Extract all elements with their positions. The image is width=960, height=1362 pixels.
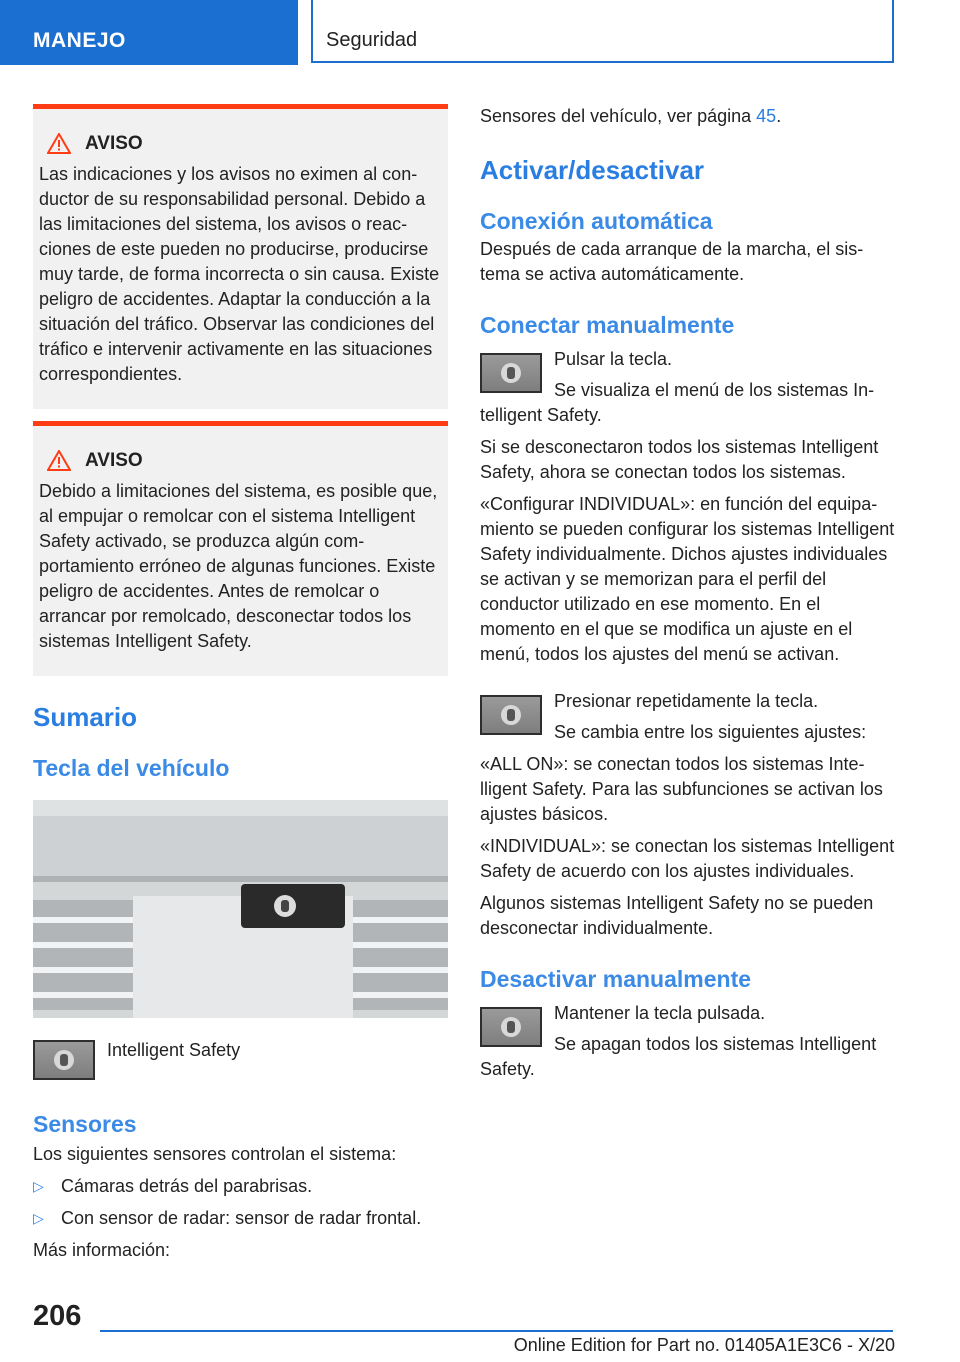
list-item: [33, 1174, 448, 1199]
warning-heading: [39, 131, 440, 156]
paragraph: Si se desconectaron todos los sistemas Intelligent Safety, ahora se conectan todos los sistemas.: [480, 437, 879, 482]
warning-text: Debido a limitaciones del sistema, es posible que, al empujar o remolcar con el sistema Intelligent Safety activado, se produzca algún comportamiento erróneo de algunas funciones. Existe peligro de accidentes. Antes de remolcar o arrancar por remolcado, desconectar todos los sistemas Intelligent Safety.: [39, 481, 438, 651]
intelligent-safety-button-icon: [480, 1007, 542, 1047]
intelligent-safety-button-icon: [33, 1040, 95, 1080]
page-number: 206: [33, 1300, 82, 1332]
more-info-label: Más información:: [33, 1240, 171, 1260]
warning-title: AVISO: [85, 133, 143, 154]
desactivar-result: Se apagan todos los sistemas Intelligent Safety.: [480, 1034, 877, 1079]
triangle-bullet-icon: ▷: [33, 1210, 44, 1226]
intelligent-safety-button-icon: [480, 353, 542, 393]
paragraph: «Configurar INDIVIDUAL»: en función del equipamiento se pueden configurar los sistemas Intelligent Safety individualmente. Dichos ajustes individuales se activan y se memorizan para el perfil del conductor utilizado en ese momento. En el momento en el que se modifica un ajuste en el menú, todos los ajustes del menú se activan.: [480, 494, 895, 664]
key-caption: Intelligent Safety: [107, 1040, 241, 1060]
subheading-desactivar: Desactivar manualmente: [480, 966, 752, 992]
list-item: [33, 1206, 448, 1231]
reference-line: Sensores del vehículo, ver página 45.: [480, 106, 782, 126]
presionar-block: [480, 689, 895, 745]
warning-text: Las indicaciones y los avisos no eximen al conductor de su responsabilidad personal. Debido a las limitaciones del sistema, los avisos o reacciones de este pueden no producirse, producirse muy tarde, de forma incorrecta o sin causa. Existe peligro de accidentes. Adaptar la conducción a la situación del tráfico. Observar las condiciones del tráfico e intervenir activamente en las situaciones correspondientes.: [39, 164, 440, 384]
conectar-step: Pulsar la tecla.: [554, 349, 673, 369]
subheading-sensores: Sensores: [33, 1111, 137, 1137]
paragraph: «ALL ON»: se conectan todos los sistemas Intelligent Safety. Para las subfunciones se activan los ajustes básicos.: [480, 754, 883, 824]
warning-box: [33, 104, 448, 409]
chapter-title: Seguridad: [326, 29, 418, 51]
desactivar-step: Mantener la tecla pulsada.: [554, 1003, 766, 1023]
paragraph: «INDIVIDUAL»: se conectan los sistemas Intelligent Safety de acuerdo con los ajustes individuales.: [480, 836, 895, 881]
section-tab: [0, 0, 298, 65]
sensores-intro: Los siguientes sensores controlan el sistema:: [33, 1144, 397, 1164]
intelligent-safety-button-icon: [480, 695, 542, 735]
section-title: MANEJO: [33, 29, 126, 52]
presionar-result: Se cambia entre los siguientes ajustes:: [554, 722, 867, 742]
section-heading-activar: Activar/desactivar: [480, 155, 705, 185]
key-row: [33, 1038, 448, 1080]
edition-note: Online Edition for Part no. 01405A1E3C6 - X/20: [513, 1335, 895, 1355]
footer-divider: [100, 1330, 893, 1332]
subheading-conectar: Conectar manualmente: [480, 312, 735, 338]
paragraph: Algunos sistemas Intelligent Safety no se pueden desconectar individualmente.: [480, 893, 874, 938]
conexion-text: Después de cada arranque de la marcha, el sistema se activa automáticamente.: [480, 239, 864, 284]
warning-icon: [47, 450, 71, 471]
vehicle-key-photo: [33, 800, 448, 1018]
chapter-tab: [311, 0, 894, 63]
presionar-step: Presionar repetidamente la tecla.: [554, 691, 819, 711]
section-heading-sumario: Sumario: [33, 702, 138, 732]
triangle-bullet-icon: ▷: [33, 1178, 44, 1194]
conectar-result: Se visualiza el menú de los sistemas Intelligent Safety.: [480, 380, 875, 425]
desactivar-block: [480, 1001, 895, 1082]
warning-title: AVISO: [85, 450, 143, 471]
conectar-block: [480, 347, 895, 428]
subheading-conexion: Conexión automática: [480, 208, 713, 234]
subheading-tecla: Tecla del vehículo: [33, 755, 230, 781]
right-column: [480, 104, 895, 1082]
warning-icon: [47, 133, 71, 154]
warning-box: [33, 421, 448, 676]
page-link[interactable]: 45: [756, 106, 777, 126]
left-column: [33, 104, 448, 1263]
warning-heading: [39, 448, 440, 473]
list-item-text: Con sensor de radar: sensor de radar frontal.: [61, 1208, 422, 1228]
list-item-text: Cámaras detrás del parabrisas.: [61, 1176, 313, 1196]
